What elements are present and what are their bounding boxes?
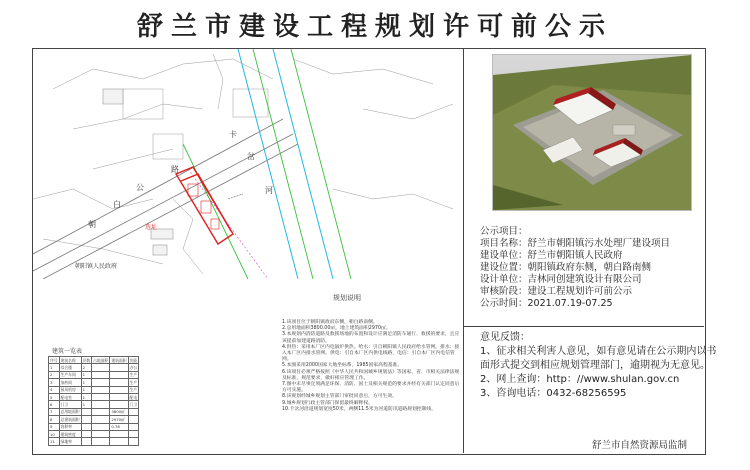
table-cell: 配电 [129,394,138,400]
table-cell: 8 [49,416,60,423]
info-label: 审核阶段： [480,286,528,297]
table-cell: 配电室 [59,393,81,400]
table-cell: 1 [49,364,60,371]
table-cell [110,371,128,378]
table-cell: 5 [49,393,60,400]
info-row-designer [480,274,642,286]
table-cell: 门卫 [59,401,81,408]
table-cell [110,401,128,408]
table-cell [92,438,110,445]
table-cell: 序号 [50,357,58,363]
table-cell [110,379,128,386]
note-item: 8.该规划经城乡规划主管部门审批同意后，方可生效。 [282,394,397,400]
table-cell [110,393,128,400]
info-value: 2021.07.19-07.25 [527,298,613,309]
info-value: 舒兰市朝阳镇污水处理厂建设项目 [527,238,671,249]
info-label: 建设单位： [480,250,528,261]
table-cell [92,423,110,430]
river-label-ka: 卡 [229,130,237,139]
note-item: 1.该项目位于朝阳镇政府东侧，朝白路南侧。 [282,320,378,325]
table-cell [128,423,139,430]
info-divider [463,326,704,327]
info-label: 建设位置： [480,262,528,273]
table-cell: 门卫 [129,401,138,407]
planning-notes [282,320,462,413]
table-cell: 生产 [129,372,138,378]
site-plan-drawing [33,49,463,279]
table-cell: 7 [49,408,60,415]
table-cell: 层数 [82,357,91,363]
table-row [49,401,139,408]
table-cell: 办公 [129,364,138,370]
table-row [49,364,139,371]
building-table-title: 建筑一览表 [52,348,83,355]
table-cell: 4 [49,386,60,393]
info-value: 朝阳镇政府东侧，朝白路南侧 [527,262,652,273]
table-cell: 10 [49,430,60,437]
table-cell: 鼓风机房 [59,386,81,393]
table-cell [110,386,128,393]
table-cell: 2 [49,371,60,378]
table-cell [128,430,139,437]
note-item: 7.图中未尽事宜须满足环保、消防、国土及相关规范的要求并经有关部门认定同意后方可实施。 [282,382,460,394]
road-label-bai: 白 [113,200,121,209]
table-cell [92,416,110,423]
page-title: 舒兰市建设工程规划许可前公示 [136,12,613,42]
info-value: 建设工程规划许可前公示 [527,286,633,297]
note-item: 5.本图采用2000国家大地坐标系，1985国家高程基准。 [282,363,403,369]
table-cell [92,408,110,415]
table-cell [128,408,139,415]
site-plan-map [33,49,463,279]
rendering-image [493,55,691,210]
village-label: 朝阳镇人民政府 [75,263,118,270]
table-row [49,386,139,393]
table-row [49,371,139,378]
table-cell [110,430,128,437]
project-rendering [492,54,692,211]
table-cell: 2 [81,364,92,371]
table-cell: 6 [49,401,60,408]
table-cell [92,401,110,408]
feedback-website[interactable]: 2、网上查询：http：//www.shulan.gov.cn [480,374,680,385]
feedback-line: 面形式提交到相应规划管理部门，逾期视为无意见。 [480,360,710,371]
road-label-lu: 路 [171,165,179,174]
river-label-he: 河 [265,186,273,195]
table-cell [81,416,92,423]
table-cell: 3 [49,379,60,386]
table-row [49,416,139,423]
feedback-line: 1、征求相关利害人意见，如有意见请在公示期内以书 [480,346,717,357]
info-value: 舒兰市朝阳镇人民政府 [527,250,623,261]
table-cell: 建筑面积 [111,357,127,363]
table-cell: 综合楼 [59,364,81,371]
info-row-period [480,298,613,310]
table-cell: 总用地面积 [60,409,80,415]
notes-title: 规划说明 [333,294,361,302]
table-cell [81,438,92,445]
table-row [49,379,139,386]
info-label: 设计单位： [480,274,528,285]
river-label-cha: 岔 [247,152,255,161]
table-cell: 功能 [129,357,138,363]
info-row-project-name [480,238,670,250]
table-cell [81,430,92,437]
feedback-title: 意见反馈： [480,332,530,343]
table-cell: 生产车间 [59,371,81,378]
info-row-location [480,262,651,274]
table-cell [128,416,139,423]
table-cell [92,386,110,393]
info-value: 吉林同创建筑设计有限公司 [527,274,642,285]
table-cell: 加药间 [59,379,81,386]
table-cell [92,379,110,386]
note-item: 9.城乡规划行政主管部门保留最终解释权。 [282,400,373,406]
table-cell [92,364,110,371]
table-cell: 建筑名称 [59,357,81,364]
table-row [49,430,139,437]
table-cell: 绿地率 [59,438,81,445]
issuer-signature: 舒兰市自然资源局监制 [592,440,688,451]
table-cell: 生产 [129,379,138,385]
table-row [49,408,139,415]
table-cell: 2970㎡ [110,416,128,423]
table-cell [128,438,139,445]
table-cell: 1 [81,379,92,386]
table-cell [110,438,128,445]
road-label-gong: 公 [136,183,144,192]
table-cell: 9 [49,423,60,430]
table-cell [110,364,128,371]
road-label-chao: 朝 [88,220,96,229]
info-row-builder [480,250,623,262]
panel-divider [463,49,464,453]
table-row [49,393,139,400]
table-cell: 1 [81,371,92,378]
table-cell [81,408,92,415]
note-item: 6.该项目必须严格按照《中华人民共和国城乡规划法》等国家、省、市相关法律法规及标准，规范要求，做好相应管理工作。 [282,369,460,381]
project-site-label: 选址 [145,224,158,231]
note-item: 4.供热：采用本厂区内电锅炉供热。给水：引自朝阳镇人民政府给水管网。排水：接入本厂区内排水管网。供电：引自本厂区内供电线路，电信：引自本厂区内电信管网。 [282,344,460,363]
info-label: 公示时间： [480,298,528,309]
table-row [49,423,139,430]
table-cell: 11 [49,438,60,445]
table-cell [92,393,110,400]
info-heading: 公示项目： [480,226,528,237]
note-item: 3.本规划内消防道路及救援场地的布置和设计应满足消防车通行、救援的要求，且应该提前加建道路消防。 [282,332,460,344]
table-cell [81,423,92,430]
table-cell: 占地面积 [93,357,109,363]
table-cell: 0.78 [110,423,128,430]
table-cell: 建筑密度 [59,430,81,437]
table-cell: 1 [81,401,92,408]
table-row [49,438,139,445]
table-cell: 1 [81,386,92,393]
feedback-phone: 3、咨询电话：0432-68256595 [480,388,627,399]
info-row-stage [480,286,632,298]
building-table [48,356,139,446]
table-cell: 容积率 [59,423,81,430]
note-item: 10.卡岔河沿道规划宽度50米，两侧11.5米为河道防汛道路规划控制线。 [282,406,436,412]
table-row [49,357,139,364]
table-cell: 生产 [129,387,138,393]
table-cell: 3800㎡ [110,408,128,415]
table-cell: 1 [81,393,92,400]
note-item: 2.总用地面积3800.00㎡，地上建筑面积2970㎡。 [282,326,391,332]
table-cell [92,371,110,378]
table-cell [92,430,110,437]
info-label: 项目名称： [480,238,528,249]
table-cell: 总建筑面积 [60,416,80,422]
